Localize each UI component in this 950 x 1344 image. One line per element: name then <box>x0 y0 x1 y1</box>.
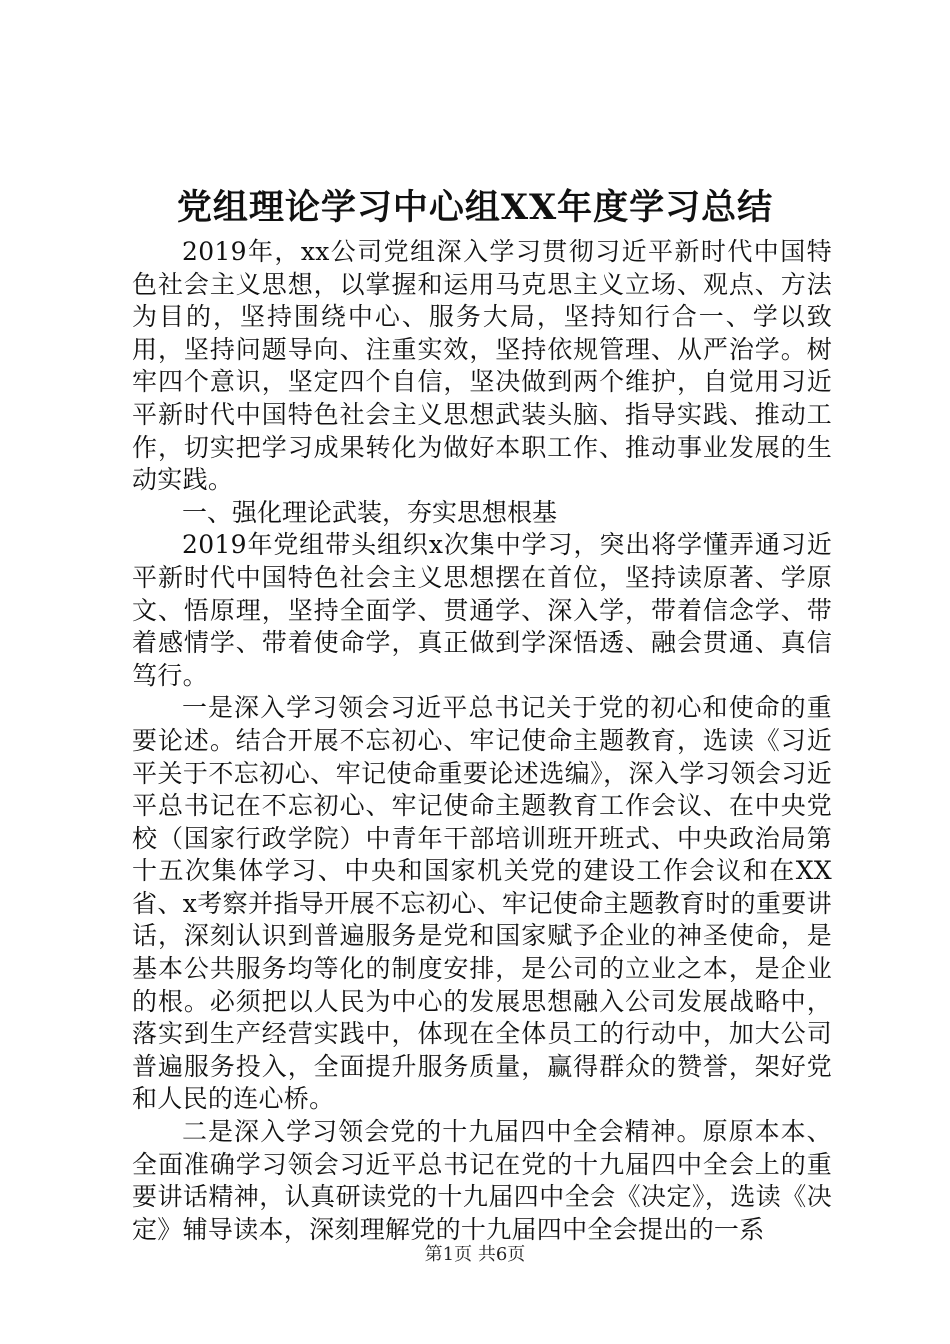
section-paragraph: 2019年党组带头组织x次集中学习，突出将学懂弄通习近平新时代中国特色社会主义思想摆在首位，坚持读原著、学原文、悟原理，坚持全面学、贯通学、深入学，带着信念学、带着感情学、带着使命学，真正做到学深悟透、融会贯通、真信笃行。 <box>132 530 832 690</box>
point-one-paragraph: 一是深入学习领会习近平总书记关于党的初心和使命的重要论述。结合开展不忘初心、牢记使命主题教育，选读《习近平关于不忘初心、牢记使命重要论述选编》，深入学习领会习近平总书记在不忘初心、牢记使命主题教育工作会议、在中央党校（国家行政学院）中青年干部培训班开班式、中央政治局第十五次集体学习、中央和国家机关党的建设工作会议和在XX省、x考察并指导开展不忘初心、牢记使命主题教育时的重要讲话，深刻认识到普遍服务是党和国家赋予企业的神圣使命，是基本公共服务均等化的制度安排，是公司的立业之本，是企业的根。必须把以人民为中心的发展思想融入公司发展战略中，落实到生产经营实践中，体现在全体员工的行动中，加大公司普遍服务投入，全面提升服务质量，赢得群众的赞誉，架好党和人民的连心桥。 <box>132 693 832 1114</box>
document-body <box>132 236 832 1246</box>
intro-paragraph: 2019年，xx公司党组深入学习贯彻习近平新时代中国特色社会主义思想，以掌握和运用马克思主义立场、观点、方法为目的，坚持围绕中心、服务大局，坚持知行合一、学以致用，坚持问题导向、注重实效，坚持依规管理、从严治学。树牢四个意识，坚定四个自信，坚决做到两个维护，自觉用习近平新时代中国特色社会主义思想武装头脑、指导实践、推动工作，切实把学习成果转化为做好本职工作、推动事业发展的生动实践。 <box>132 237 832 495</box>
document-title: 党组理论学习中心组XX年度学习总结 <box>176 187 774 228</box>
page-number: 第1页 共6页 <box>424 1244 526 1265</box>
section-heading: 一、强化理论武装，夯实思想根基 <box>182 497 558 527</box>
point-two-paragraph: 二是深入学习领会党的十九届四中全会精神。原原本本、全面准确学习领会习近平总书记在党的十九届四中全会上的重要讲话精神，认真研读党的十九届四中全会《决定》，选读《决定》辅导读本，深刻理解党的十九届四中全会提出的一系 <box>132 1117 832 1244</box>
